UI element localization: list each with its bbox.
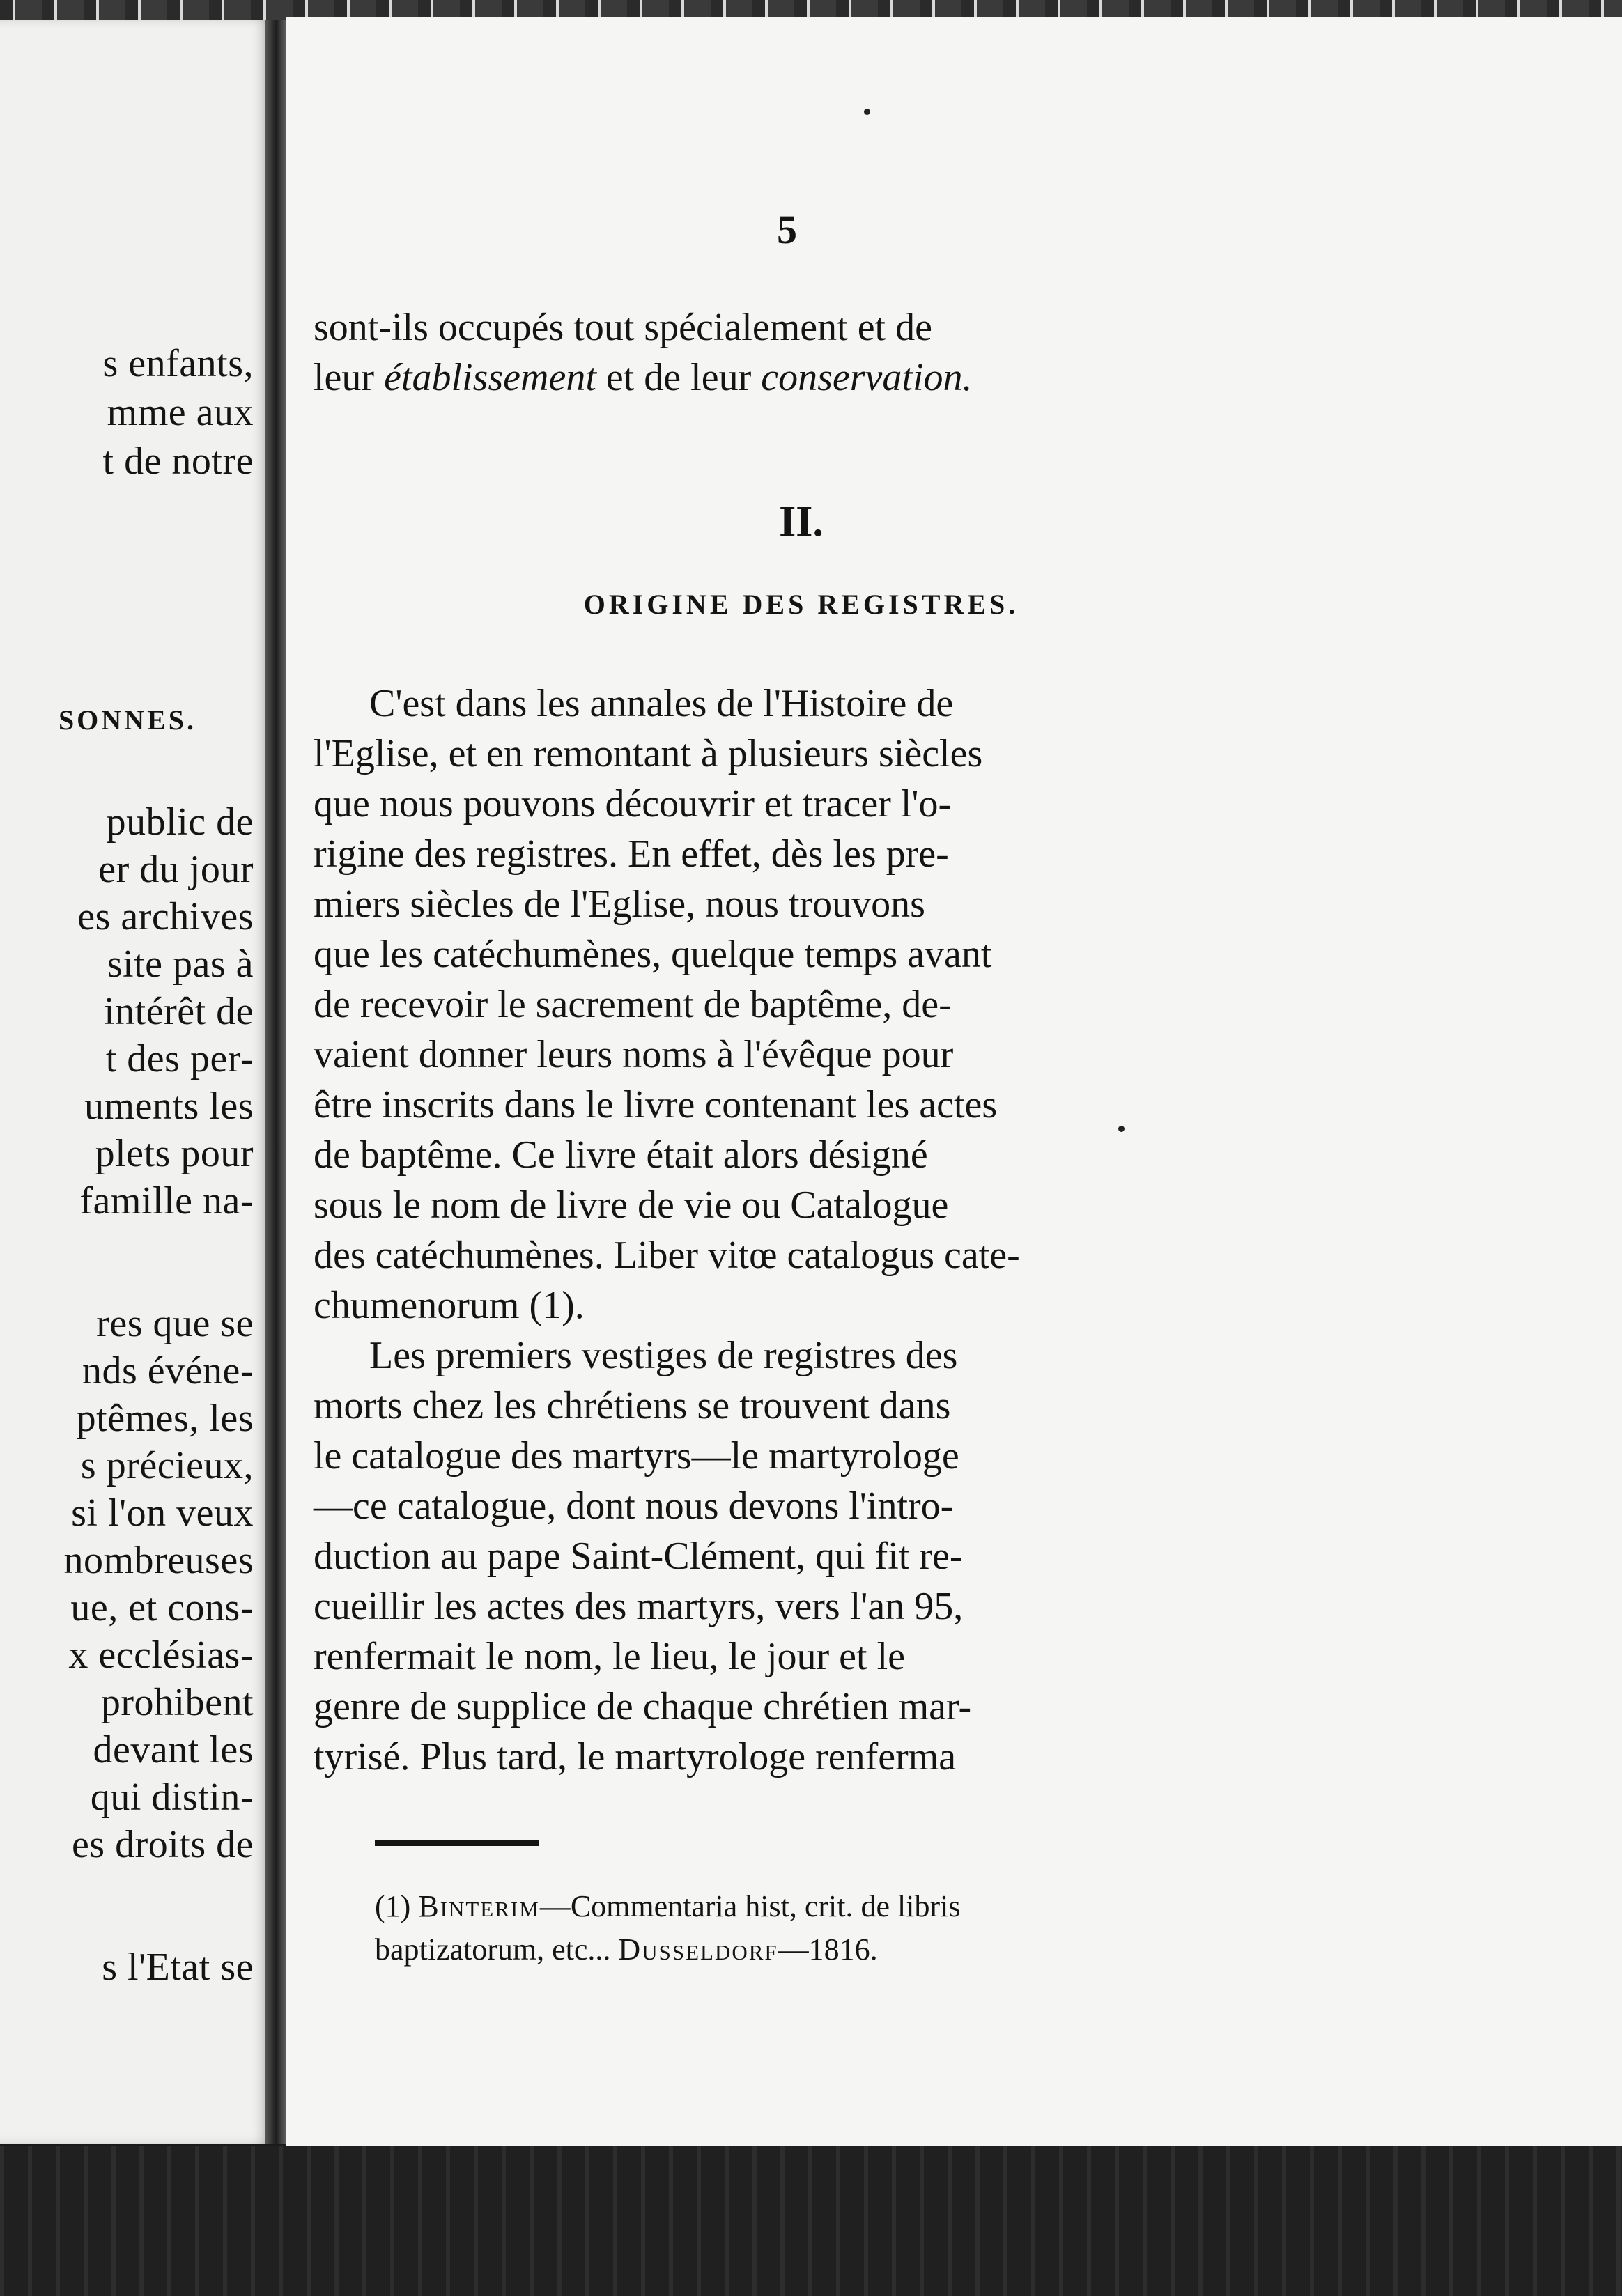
left-page-line: es archives xyxy=(77,895,254,938)
text-line: cueillir les actes des martyrs, vers l'an 95, xyxy=(314,1585,964,1628)
continuation-text xyxy=(314,302,1289,403)
paragraph-martyrs xyxy=(314,1331,1289,1782)
section-title: ORIGINE DES REGISTRES. xyxy=(583,589,1019,620)
footnote xyxy=(375,1885,1322,1971)
text-line: genre de supplice de chaque chrétien mar- xyxy=(314,1685,972,1728)
left-page-line: site pas à xyxy=(107,943,254,986)
scan-speck xyxy=(864,109,870,115)
text-line: sont-ils occupés tout spécialement et de xyxy=(314,306,932,349)
left-page-line: uments les xyxy=(84,1085,254,1128)
paragraph-origin xyxy=(314,678,1289,1331)
left-page-line: t de notre xyxy=(102,440,254,483)
left-page-line: es droits de xyxy=(71,1823,254,1866)
left-page-line: prohibent xyxy=(100,1681,254,1724)
text-line: que les catéchumènes, quelque temps avant xyxy=(314,933,992,976)
text-line: tyrisé. Plus tard, le martyrologe renferma xyxy=(314,1735,957,1778)
scan-frame-bottom xyxy=(0,2146,1622,2296)
left-page-line: s enfants, xyxy=(102,342,254,385)
left-page-line: intérêt de xyxy=(104,990,254,1033)
text-line: que nous pouvons découvrir et tracer l'o- xyxy=(314,782,952,825)
text-line: duction au pape Saint-Clément, qui fit re- xyxy=(314,1535,963,1578)
text-line: C'est dans les annales de l'Histoire de xyxy=(369,682,954,725)
left-page-line: x ecclésias- xyxy=(68,1634,254,1677)
left-page-line: s l'Etat se xyxy=(102,1946,254,1989)
text-line: l'Eglise, et en remontant à plusieurs siècles xyxy=(314,732,983,775)
text-line: sous le nom de livre de vie ou Catalogue xyxy=(314,1184,949,1227)
text-line: renfermait le nom, le lieu, le jour et le xyxy=(314,1635,905,1678)
text-line: morts chez les chrétiens se trouvent dans xyxy=(314,1384,951,1427)
text-line: vaient donner leurs noms à l'évêque pour xyxy=(314,1033,954,1076)
footnote-marker: (1) xyxy=(375,1889,411,1923)
left-page-line: s précieux, xyxy=(80,1444,254,1487)
footnote-place: Dusseldorf xyxy=(618,1932,778,1967)
text-line: —ce catalogue, dont nous devons l'intro- xyxy=(314,1484,954,1528)
text-line: leur établissement et de leur conservation. xyxy=(314,356,973,399)
left-page-line: res que se xyxy=(96,1302,254,1345)
left-page-line: devant les xyxy=(93,1728,254,1771)
left-page-line: ptêmes, les xyxy=(76,1397,254,1440)
text-line: chumenorum (1). xyxy=(314,1284,585,1327)
text-line: le catalogue des martyrs—le martyrologe xyxy=(314,1434,959,1477)
footnote-line xyxy=(375,1885,1322,1928)
footnote-rule xyxy=(375,1840,539,1846)
left-page-line: plets pour xyxy=(95,1132,254,1175)
text-line: de recevoir le sacrement de baptême, de- xyxy=(314,983,952,1026)
scan-grain xyxy=(0,2146,1622,2296)
left-page-line: mme aux xyxy=(107,391,254,434)
footnote-line xyxy=(375,1928,1322,1971)
left-page-line: er du jour xyxy=(98,848,254,891)
left-page-line: ue, et cons- xyxy=(70,1586,254,1629)
left-page-line: t des per- xyxy=(105,1037,254,1080)
left-page-line: public de xyxy=(106,800,254,844)
text-line: de baptême. Ce livre était alors désigné xyxy=(314,1133,928,1177)
footnote-text: baptizatorum, etc... xyxy=(375,1932,611,1967)
text-line: des catéchumènes. Liber vitœ catalogus cate- xyxy=(314,1234,1020,1277)
footnote-text: —Commentaria hist, crit. de libris xyxy=(539,1889,961,1923)
text-line: miers siècles de l'Eglise, nous trouvons xyxy=(314,883,925,926)
text-line: Les premiers vestiges de registres des xyxy=(369,1334,958,1377)
left-page-line: si l'on veux xyxy=(71,1491,254,1535)
left-page-line: nds événe- xyxy=(82,1349,254,1393)
text-line: être inscrits dans le livre contenant les actes xyxy=(314,1083,998,1126)
left-page-fragment xyxy=(0,20,273,2144)
left-page-line: qui distin- xyxy=(90,1776,254,1819)
footnote-year: —1816. xyxy=(778,1932,878,1967)
text-line: rigine des registres. En effet, dès les pre- xyxy=(314,832,949,876)
left-page-line: nombreuses xyxy=(63,1539,254,1582)
section-number: II. xyxy=(779,498,824,545)
page-number: 5 xyxy=(777,207,797,252)
footnote-author: Binterim xyxy=(418,1889,540,1923)
left-page-line: famille na- xyxy=(79,1179,254,1223)
right-page xyxy=(286,17,1622,2146)
left-page-heading: SONNES. xyxy=(58,704,196,736)
